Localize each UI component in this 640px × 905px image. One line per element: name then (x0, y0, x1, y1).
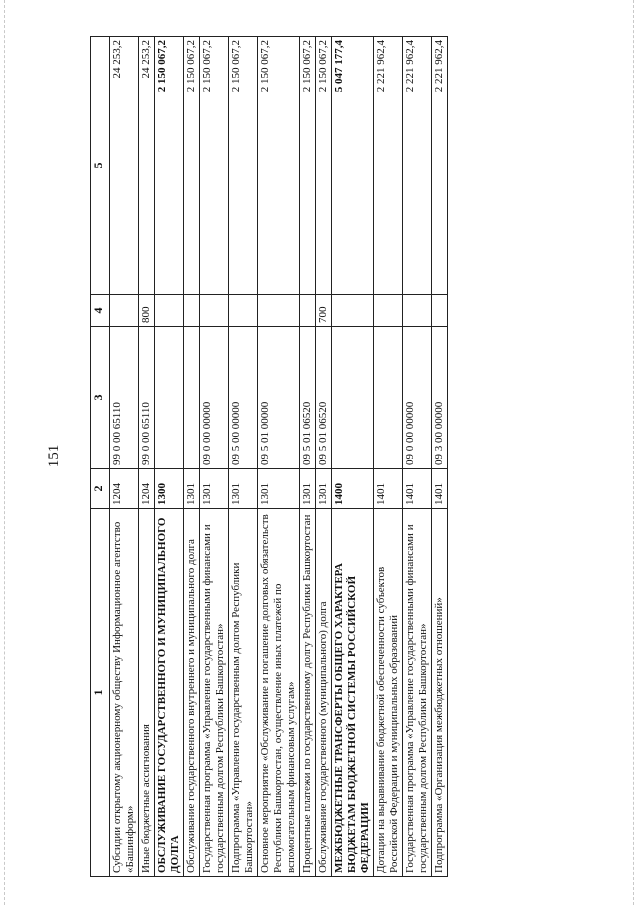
row-section-cell: 1301 (200, 469, 229, 509)
row-expense-type-cell (155, 295, 184, 327)
row-section-cell: 1301 (300, 469, 316, 509)
row-target-item-cell: 99 0 00 65110 (110, 327, 139, 469)
row-target-item-cell: 09 5 01 00000 (258, 327, 300, 469)
table-row (229, 37, 258, 877)
row-section-cell: 1301 (229, 469, 258, 509)
row-expense-type-cell (200, 295, 229, 327)
row-amount-cell: 2 150 067,2 (300, 37, 316, 295)
row-expense-type-cell: 800 (139, 295, 155, 327)
row-name-cell: Подпрограмма «Организация межбюджетных отношений» (432, 509, 448, 877)
row-target-item-cell: 99 0 00 65110 (139, 327, 155, 469)
row-name-cell: Процентные платежи по государственному долгу Республики Башкортостан (300, 509, 316, 877)
row-amount-cell: 2 221 962,4 (374, 37, 403, 295)
table-row (432, 37, 448, 877)
row-amount-cell: 2 150 067,2 (184, 37, 200, 295)
table-header-row (91, 37, 110, 877)
table-row (155, 37, 184, 877)
row-amount-cell: 24 253,2 (139, 37, 155, 295)
table-row (403, 37, 432, 877)
row-name-cell: ОБСЛУЖИВАНИЕ ГОСУДАРСТВЕННОГО И МУНИЦИПАЛЬНОГО ДОЛГА (155, 509, 184, 877)
row-amount-cell: 2 150 067,2 (155, 37, 184, 295)
row-amount-cell: 2 150 067,2 (316, 37, 332, 295)
budget-table (90, 36, 448, 877)
row-amount-cell: 2 150 067,2 (258, 37, 300, 295)
table-body (110, 37, 448, 877)
row-target-item-cell (332, 327, 374, 469)
row-section-cell: 1301 (316, 469, 332, 509)
row-expense-type-cell (374, 295, 403, 327)
row-name-cell: Дотации на выравнивание бюджетной обеспеченности субъектов Российской Федерации и муниципальных образований (374, 509, 403, 877)
row-expense-type-cell (258, 295, 300, 327)
row-expense-type-cell (432, 295, 448, 327)
column-header-name: 1 (91, 509, 110, 877)
row-section-cell: 1301 (258, 469, 300, 509)
row-target-item-cell: 09 5 00 00000 (229, 327, 258, 469)
document-page (40, 27, 640, 885)
row-section-cell: 1401 (374, 469, 403, 509)
row-amount-cell: 2 221 962,4 (403, 37, 432, 295)
row-section-cell: 1401 (403, 469, 432, 509)
row-name-cell: Субсидии открытому акционерному обществу Информационное агентство «Башинформ» (110, 509, 139, 877)
row-expense-type-cell (300, 295, 316, 327)
table-row (139, 37, 155, 877)
row-target-item-cell: 09 0 00 00000 (200, 327, 229, 469)
row-amount-cell: 2 150 067,2 (200, 37, 229, 295)
scan-edge-left (4, 0, 5, 905)
row-target-item-cell: 09 5 01 06520 (300, 327, 316, 469)
table-row (200, 37, 229, 877)
row-amount-cell: 2 221 962,4 (432, 37, 448, 295)
page-number: 151 (46, 444, 62, 468)
row-target-item-cell (184, 327, 200, 469)
row-name-cell: Обслуживание государственного (муниципального) долга (316, 509, 332, 877)
row-expense-type-cell: 700 (316, 295, 332, 327)
row-name-cell: Обслуживание государственного внутреннего и муниципального долга (184, 509, 200, 877)
row-expense-type-cell (332, 295, 374, 327)
row-name-cell: Государственная программа «Управление государственными финансами и государственным долгом Республики Башкортостан» (403, 509, 432, 877)
row-expense-type-cell (403, 295, 432, 327)
row-name-cell: Основное мероприятие «Обслуживание и погашение долговых обязательств Республики Башкортостан, осуществление иных платежей по вспомогательным финансовым услугам» (258, 509, 300, 877)
column-header-expense-type: 4 (91, 295, 110, 327)
row-target-item-cell (374, 327, 403, 469)
row-name-cell: Государственная программа «Управление государственными финансами и государственным долгом Республики Башкортостан» (200, 509, 229, 877)
row-target-item-cell: 09 5 01 06520 (316, 327, 332, 469)
row-section-cell: 1204 (139, 469, 155, 509)
table-row (374, 37, 403, 877)
table-row (110, 37, 139, 877)
row-section-cell: 1204 (110, 469, 139, 509)
table-row (258, 37, 300, 877)
table-row (184, 37, 200, 877)
row-amount-cell: 5 047 177,4 (332, 37, 374, 295)
column-header-section: 2 (91, 469, 110, 509)
column-header-target-item: 3 (91, 327, 110, 469)
table-row (316, 37, 332, 877)
table-row (332, 37, 374, 877)
column-header-amount: 5 (91, 37, 110, 295)
table-row (300, 37, 316, 877)
row-expense-type-cell (184, 295, 200, 327)
row-name-cell: Подпрограмма «Управление государственным долгом Республики Башкортостан» (229, 509, 258, 877)
row-section-cell: 1301 (184, 469, 200, 509)
row-name-cell: Иные бюджетные ассигнования (139, 509, 155, 877)
row-section-cell: 1401 (432, 469, 448, 509)
row-amount-cell: 24 253,2 (110, 37, 139, 295)
row-target-item-cell: 09 3 00 00000 (432, 327, 448, 469)
row-expense-type-cell (110, 295, 139, 327)
row-name-cell: МЕЖБЮДЖЕТНЫЕ ТРАНСФЕРТЫ ОБЩЕГО ХАРАКТЕРА БЮДЖЕТАМ БЮДЖЕТНОЙ СИСТЕМЫ РОССИЙСКОЙ ФЕДЕРАЦИИ (332, 509, 374, 877)
row-expense-type-cell (229, 295, 258, 327)
row-section-cell: 1300 (155, 469, 184, 509)
row-target-item-cell (155, 327, 184, 469)
row-amount-cell: 2 150 067,2 (229, 37, 258, 295)
row-target-item-cell: 09 0 00 00000 (403, 327, 432, 469)
row-section-cell: 1400 (332, 469, 374, 509)
